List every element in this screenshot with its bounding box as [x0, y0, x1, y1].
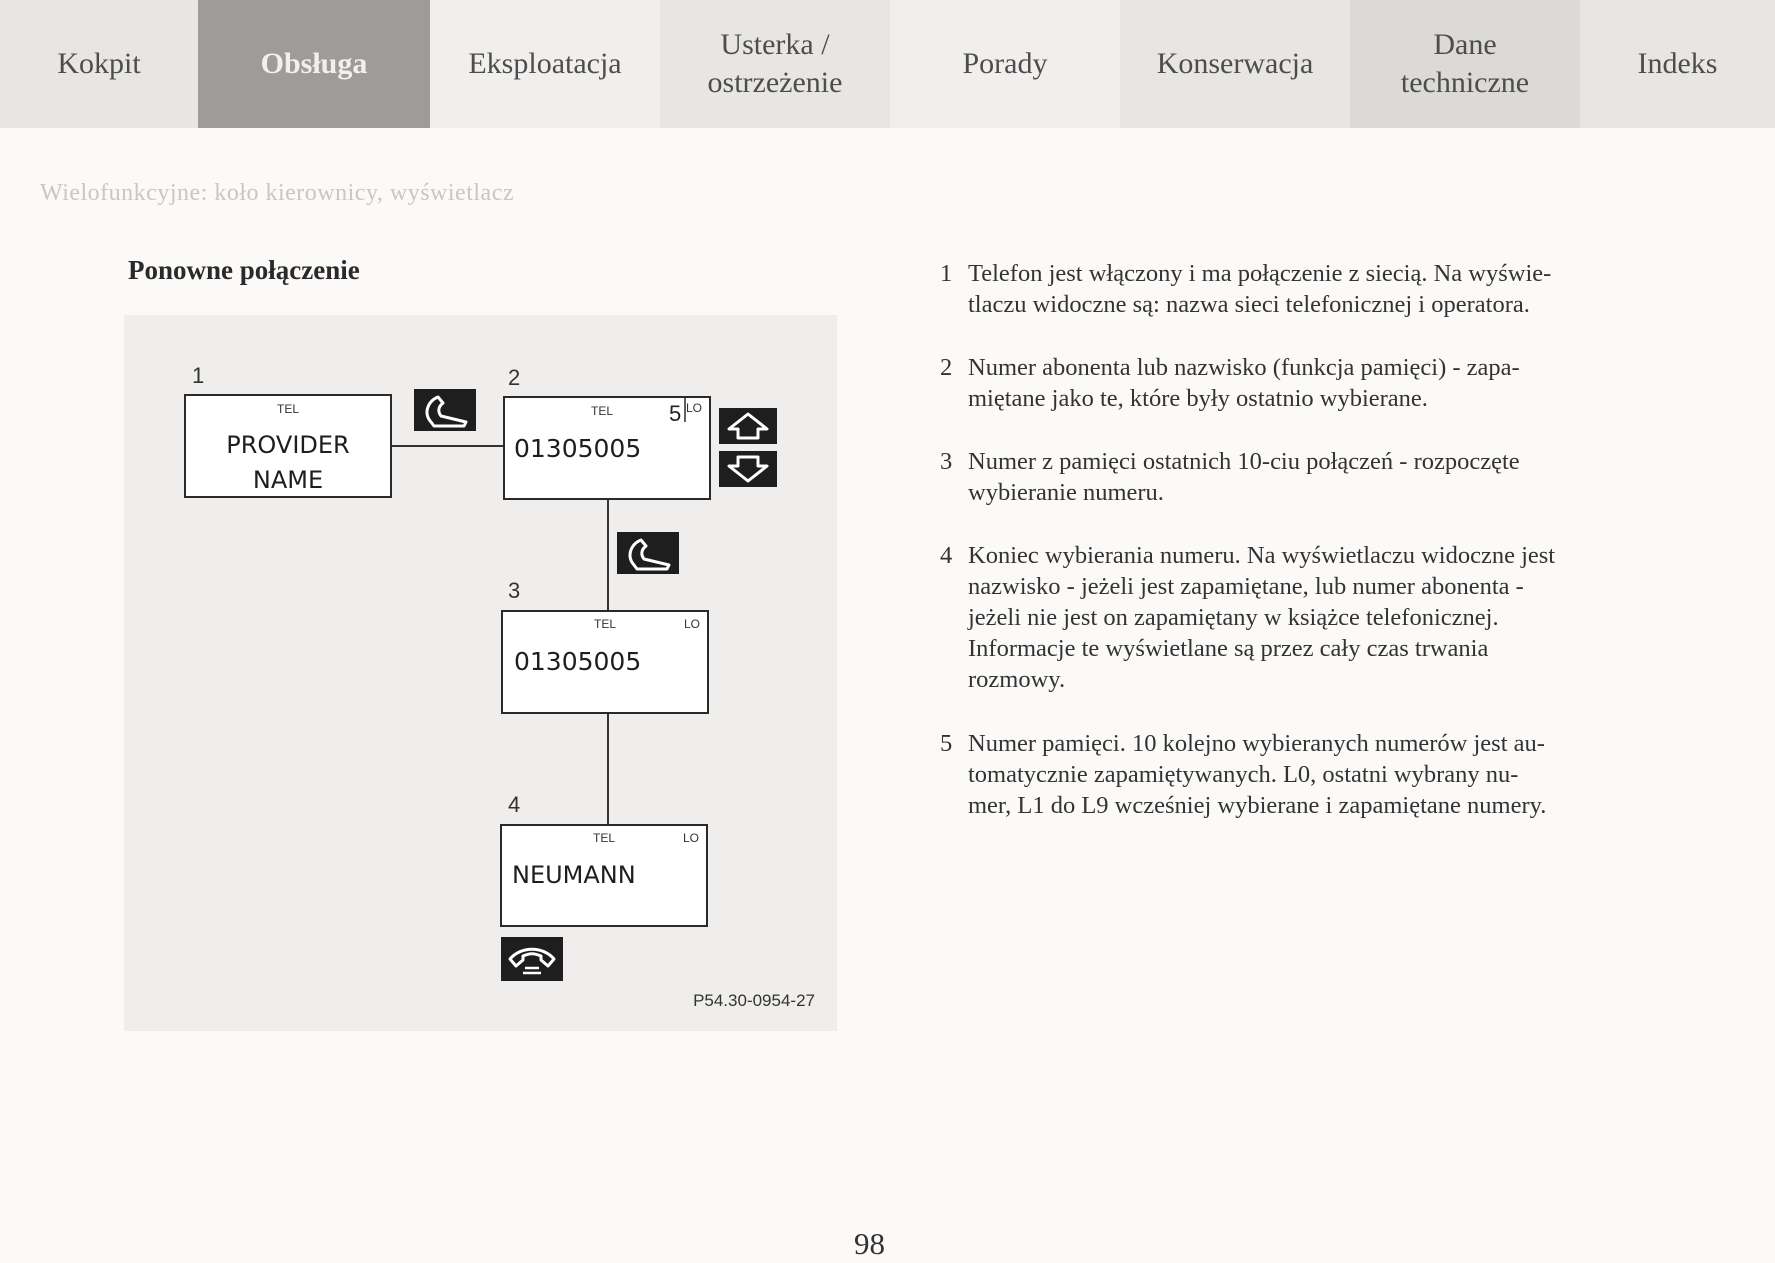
item-text [968, 446, 1640, 508]
tab-label-line: Obsługa [260, 47, 368, 80]
tab-porady[interactable] [890, 0, 1120, 128]
item-number: 3 [940, 448, 953, 475]
tab-konserwacja[interactable] [1120, 0, 1350, 128]
tab-label-line: ostrzeżenie [707, 66, 843, 99]
memory-label: LO [683, 831, 700, 845]
display-step-1 [185, 395, 391, 497]
phone-pickup-icon [617, 532, 679, 574]
item-text-line: tlaczu widoczne są: nazwa sieci telefonicznej i operatora. [968, 291, 1530, 318]
display-line: 01305005 [514, 647, 642, 676]
redial-diagram [124, 315, 837, 1031]
item-text-line: wybieranie numeru. [968, 479, 1164, 506]
item-text-line: tomatycznie zapamiętywanych. L0, ostatni wybrany nu- [968, 761, 1519, 788]
tab-label-line: Kokpit [57, 47, 141, 80]
step-number-3: 3 [508, 578, 521, 603]
item-text-line: miętane jako te, które były ostatnio wybierane. [968, 385, 1428, 412]
display-line: NAME [252, 466, 324, 494]
tab-label-line: Eksploatacja [468, 47, 622, 80]
item-text [968, 540, 1640, 695]
step-number-4: 4 [508, 792, 521, 817]
tab-indeks[interactable] [1580, 0, 1775, 128]
item-text-line: Numer abonenta lub nazwisko (funkcja pamięci) - zapa- [968, 354, 1520, 381]
phone-pickup-icon [414, 389, 476, 431]
tab-label-line: Usterka / [720, 28, 830, 61]
tab-label-line: Indeks [1637, 47, 1718, 80]
item-text [968, 728, 1640, 821]
page-number: 98 [854, 1226, 885, 1261]
display-line: NEUMANN [512, 861, 636, 889]
chapter-tabs [0, 0, 1775, 128]
item-text [968, 258, 1640, 320]
item-number: 4 [940, 542, 953, 569]
tab-label-line: techniczne [1400, 66, 1530, 99]
item-text [968, 352, 1640, 414]
tel-label: TEL [276, 402, 300, 416]
diagram-svg [124, 315, 837, 1031]
tab-obsluga[interactable] [198, 0, 430, 128]
tab-usterka-ostrzezenie[interactable] [660, 0, 890, 128]
memory-label: LO [686, 401, 703, 415]
section-header: Wielofunkcyjne: koło kierownicy, wyświetlacz [40, 180, 515, 206]
display-step-3 [502, 611, 708, 713]
phone-hangup-icon [501, 937, 563, 981]
item-number: 5 [940, 730, 953, 757]
memory-label: LO [684, 617, 701, 631]
item-number: 1 [940, 260, 953, 287]
item-number: 2 [940, 354, 953, 381]
figure-code: P54.30-0954-27 [693, 991, 815, 1010]
tab-label-line: Porady [962, 47, 1048, 80]
display-line: PROVIDER [226, 431, 350, 459]
display-step-4 [501, 825, 707, 926]
item-text-line: mer, L1 do L9 wcześniej wybierane i zapamiętane numery. [968, 792, 1547, 819]
tel-label: TEL [590, 404, 614, 418]
memory-number: 5 [669, 401, 682, 426]
tab-label-line: Konserwacja [1156, 47, 1314, 80]
item-text-line: Koniec wybierania numeru. Na wyświetlaczu widoczne jest [968, 542, 1556, 569]
tel-label: TEL [593, 617, 617, 631]
page-subtitle: Ponowne połączenie [128, 255, 360, 285]
step-number-1: 1 [192, 363, 205, 388]
tab-label-line: Dane [1433, 28, 1497, 61]
step-number-2: 2 [508, 365, 521, 390]
item-text-line: Numer pamięci. 10 kolejno wybieranych numerów jest au- [968, 730, 1545, 757]
item-text-line: Telefon jest włączony i ma połączenie z siecią. Na wyświe- [968, 260, 1552, 287]
tab-dane-techniczne[interactable] [1350, 0, 1580, 128]
display-step-2 [504, 397, 710, 499]
arrow-down-icon [719, 451, 777, 487]
arrow-up-icon [719, 408, 777, 444]
item-text-line: rozmowy. [968, 666, 1066, 693]
tab-eksploatacja[interactable] [430, 0, 660, 128]
item-text-line: Informacje te wyświetlane są przez cały czas trwania [968, 635, 1489, 662]
item-text-line: Numer z pamięci ostatnich 10-ciu połączeń - rozpoczęte [968, 448, 1520, 475]
item-text-line: jeżeli nie jest on zapamiętany w książce telefonicznej. [968, 604, 1499, 631]
display-line: 01305005 [514, 434, 642, 463]
tab-kokpit[interactable] [0, 0, 198, 128]
tel-label: TEL [592, 831, 616, 845]
item-text-line: nazwisko - jeżeli jest zapamiętane, lub numer abonenta - [968, 573, 1524, 600]
